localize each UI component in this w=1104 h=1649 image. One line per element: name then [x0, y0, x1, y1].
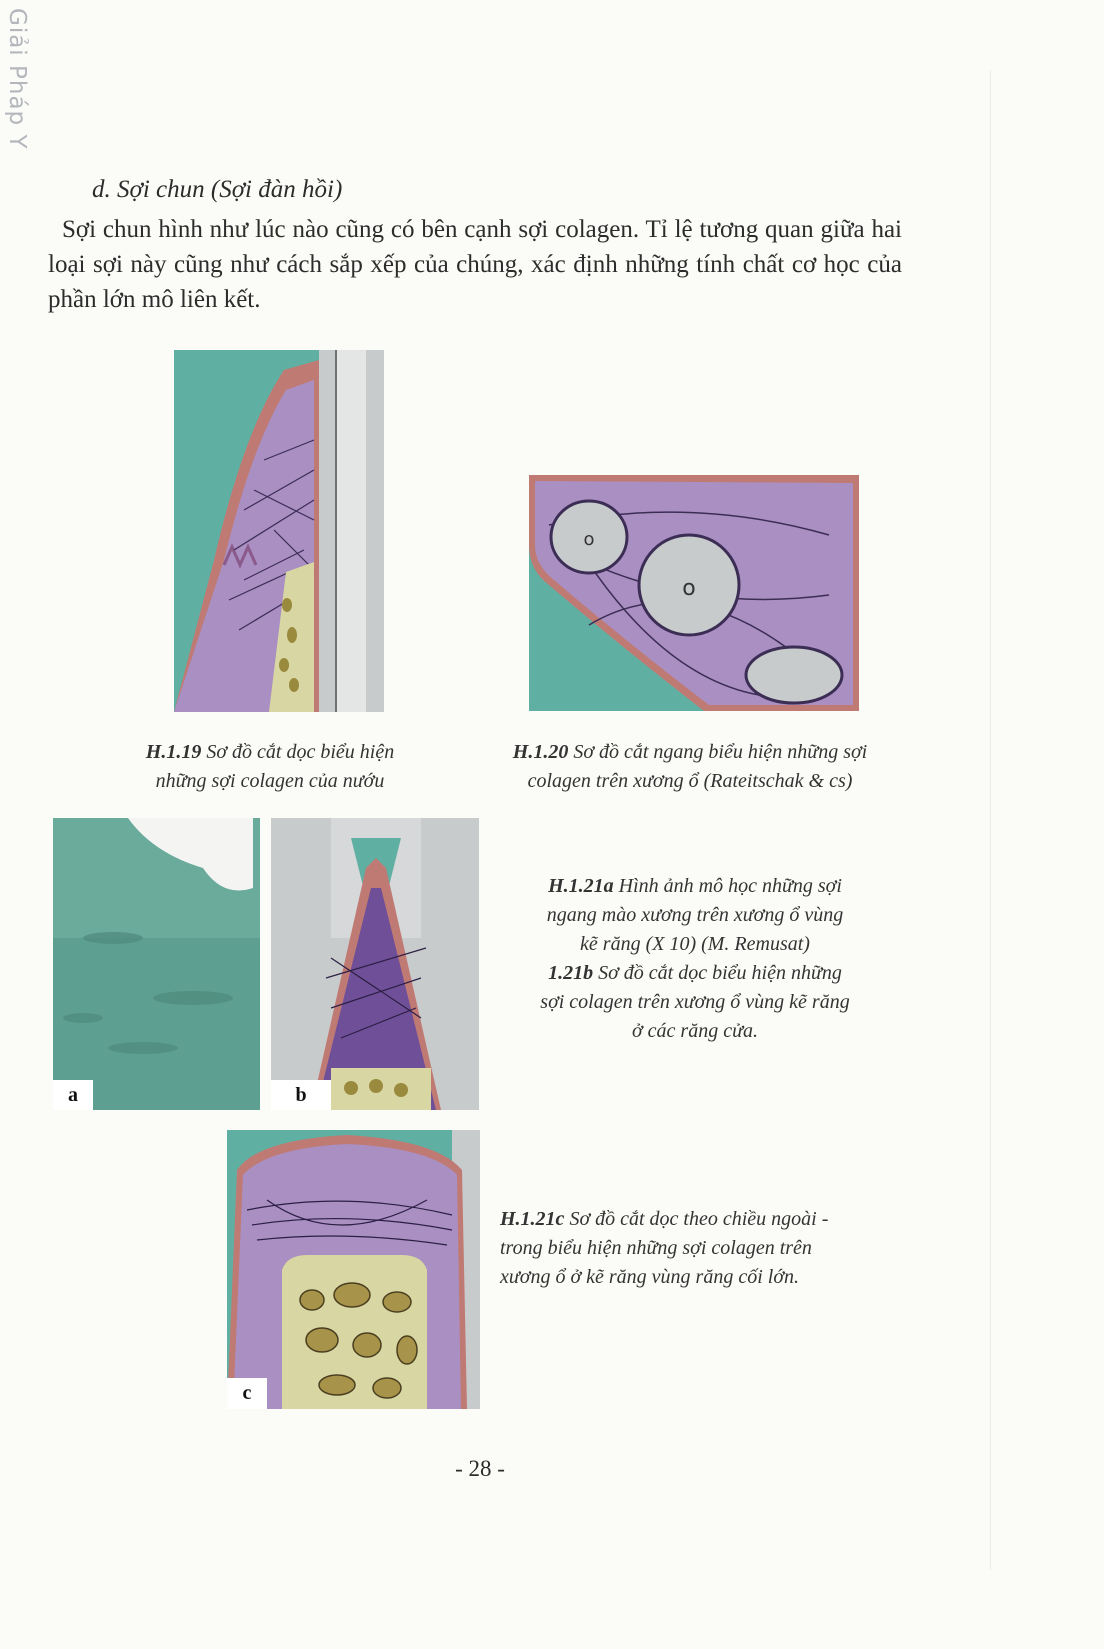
caption-line: xương ổ ở kẽ răng vùng răng cối lớn.	[500, 1266, 799, 1288]
caption-line: trong biểu hiện những sợi colagen trên	[500, 1237, 812, 1259]
panel-label-b: b	[271, 1080, 331, 1110]
figure-label: 1.21b	[548, 962, 594, 984]
watermark: Giải Pháp Y	[4, 8, 30, 150]
figure-h121ab-caption	[495, 872, 895, 1046]
scan-edge-line	[990, 70, 991, 1570]
caption-line: H.1.19 Sơ đồ cắt dọc biểu hiện	[145, 741, 395, 763]
figure-label: H.1.19	[145, 741, 202, 763]
svg-text:o: o	[682, 576, 696, 601]
caption-line: 1.21b Sơ đồ cắt dọc biểu hiện những	[548, 962, 842, 984]
caption-line: ở các răng cửa.	[632, 1020, 758, 1042]
figure-label: H.1.21a	[548, 875, 614, 897]
figure-h121a-micrograph	[53, 818, 260, 1110]
figure-h120-caption	[460, 738, 920, 796]
caption-line: H.1.21a Hình ảnh mô học những sợi	[548, 875, 842, 897]
figure-label: H.1.20	[512, 741, 569, 763]
figure-label: H.1.21c	[500, 1208, 565, 1230]
figure-h119-diagram	[174, 350, 384, 712]
caption-line: sợi colagen trên xương ổ vùng kẽ răng	[540, 991, 850, 1013]
page-number: - 28 -	[455, 1456, 505, 1481]
section-paragraph: Sợi chun hình như lúc nào cũng có bên cạnh sợi colagen. Tỉ lệ tương quan giữa hai loại sợi này cũng như cách sắp xếp của chúng, xác định những tính chất cơ học của phần lớn mô liên kết.	[48, 216, 902, 313]
figure-h120-diagram	[529, 475, 859, 711]
figure-h121b-diagram	[271, 818, 479, 1110]
figure-h121c-diagram	[227, 1130, 480, 1409]
figure-h119-caption	[100, 738, 440, 796]
section-subheading: d. Sợi chun (Sợi đàn hồi)	[92, 176, 343, 203]
panel-label-a: a	[53, 1080, 93, 1110]
caption-line: H.1.20 Sơ đồ cắt ngang biểu hiện những sợi	[512, 741, 868, 763]
svg-text:o: o	[583, 529, 595, 550]
caption-line: kẽ răng (X 10) (M. Remusat)	[580, 933, 810, 955]
caption-line: colagen trên xương ổ (Rateitschak & cs)	[527, 770, 853, 792]
panel-label-c: c	[227, 1378, 267, 1409]
figure-h121c-caption	[500, 1205, 900, 1292]
caption-line: ngang mào xương trên xương ổ vùng	[546, 904, 844, 926]
caption-line: những sợi colagen của nướu	[155, 770, 385, 792]
caption-line: H.1.21c Sơ đồ cắt dọc theo chiều ngoài -	[500, 1208, 829, 1230]
